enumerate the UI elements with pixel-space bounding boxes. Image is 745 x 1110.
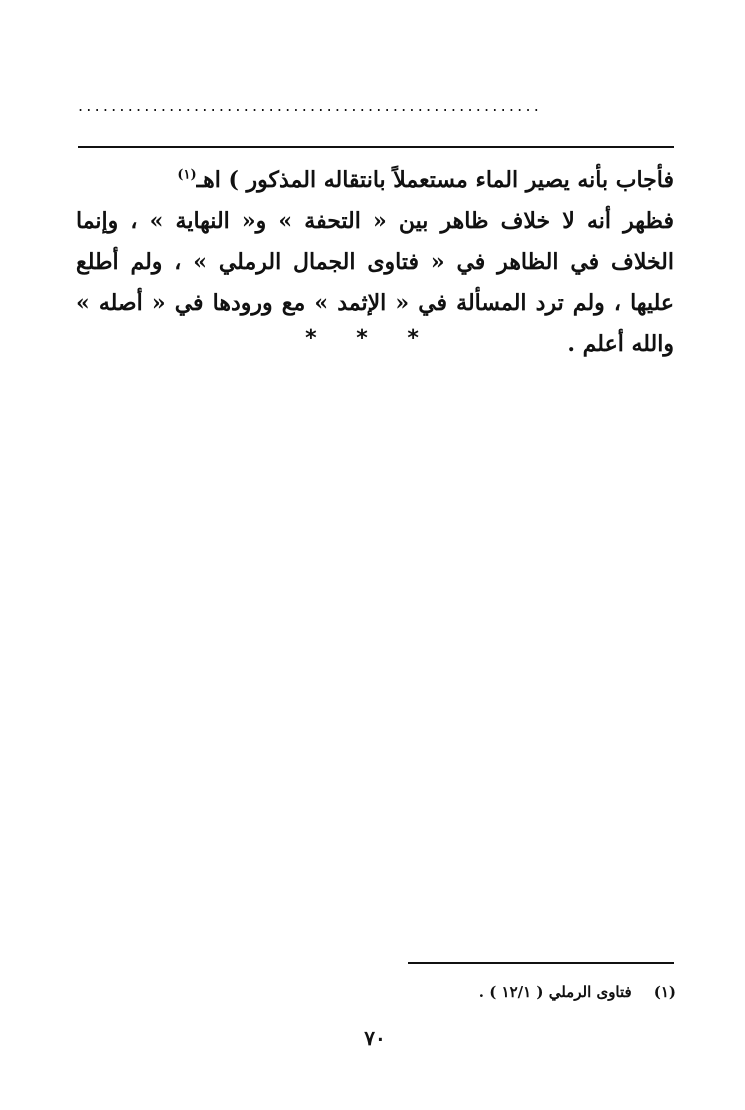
paragraph-1 — [76, 160, 674, 201]
footnote-number: (١) — [653, 983, 676, 1001]
footnote-rule — [408, 962, 674, 964]
paragraph-1-text: فأجاب بأنه يصير الماء مستعملاً بانتقاله المذكور ) اهـ — [196, 167, 674, 193]
footnote-text: فتاوى الرملي ( ١٢/١ ) . — [478, 983, 632, 1001]
header-dotted-line: ........................................................ — [78, 96, 543, 115]
footnote-reference[interactable]: (١) — [177, 167, 197, 183]
footnote — [380, 980, 676, 1004]
section-separator: * * * — [305, 326, 435, 351]
paragraph-2: فظهر أنه لا خلاف ظاهر بين « التحفة » و« النهاية » ، وإنما الخلاف في الظاهر في « فتاوى الجمال الرملي » ، ولم أطلع عليها ، ولم ترد المسألة في « الإثمد » مع ورودها في « أصله » والله أعلم . — [76, 208, 674, 357]
header-rule — [78, 146, 674, 148]
page-number: ٧٠ — [364, 1026, 386, 1050]
